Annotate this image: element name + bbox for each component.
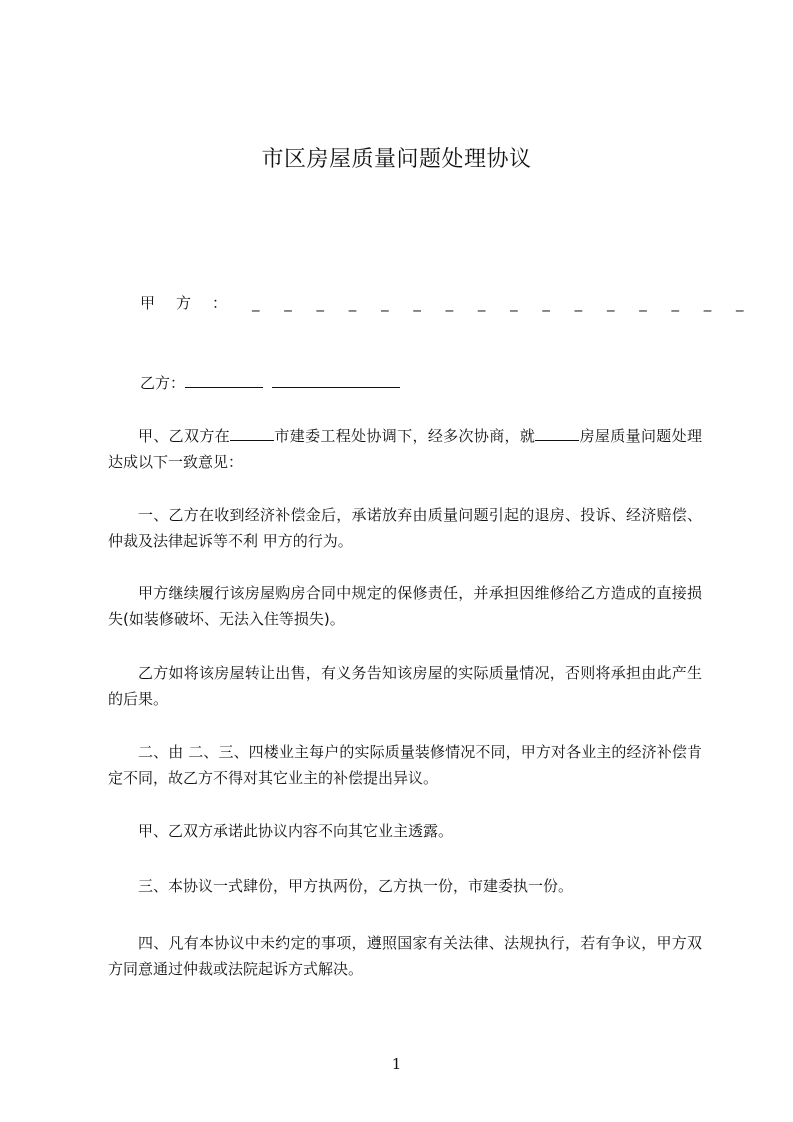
party-b-label: 乙方： <box>140 374 186 392</box>
party-a-label-2: 方 <box>176 294 192 312</box>
intro-text-3: 房屋质量问题处理达成以下一致意见： <box>108 427 702 471</box>
intro-blank-house <box>535 426 579 441</box>
party-b-line <box>140 372 400 393</box>
paragraph-clause-4: 四、凡有本协议中未约定的事项，遵照国家有关法律、法规执行，若有争议，甲方双方同意通过仲裁或法院起诉方式解决。 <box>108 934 702 978</box>
paragraph-clause-1: 一、乙方在收到经济补偿金后，承诺放弃由质量问题引起的退房、投诉、经济赔偿、仲裁及法律起诉等不利 甲方的行为。 <box>108 506 702 550</box>
party-a-blank: _ _ _ _ _ _ _ _ _ _ _ _ _ _ _ _ <box>252 294 754 312</box>
intro-blank-city <box>230 426 274 441</box>
party-a-colon: ： <box>212 294 228 312</box>
party-b-blank-2 <box>272 373 400 388</box>
party-a-line <box>140 292 754 313</box>
party-a-label-1: 甲 <box>140 294 156 312</box>
paragraph-intro <box>108 423 702 475</box>
paragraph-clause-3: 三、本协议一式肆份，甲方执两份，乙方执一份，市建委执一份。 <box>138 877 574 895</box>
intro-text-1: 甲、乙双方在 <box>138 427 231 445</box>
intro-text-2: 市建委工程处协调下，经多次协商，就 <box>274 427 536 445</box>
paragraph-clause-2: 二、由 二、三、四楼业主每户的实际质量装修情况不同，甲方对各业主的经济补偿肯定不同，故乙方不得对其它业主的补偿提出异议。 <box>108 743 702 787</box>
party-b-blank-1 <box>185 373 263 388</box>
paragraph-clause-2-confidential: 甲、乙双方承诺此协议内容不向其它业主透露。 <box>138 822 454 840</box>
document-title: 市区房屋质量问题处理协议 <box>261 147 532 172</box>
page-number: 1 <box>391 1055 402 1073</box>
paragraph-clause-1-warranty: 甲方继续履行该房屋购房合同中规定的保修责任，并承担因维修给乙方造成的直接损失(如装修破坏、无法入住等损失)。 <box>108 584 702 628</box>
paragraph-clause-1-resale: 乙方如将该房屋转让出售，有义务告知该房屋的实际质量情况，否则将承担由此产生的后果。 <box>108 664 702 708</box>
